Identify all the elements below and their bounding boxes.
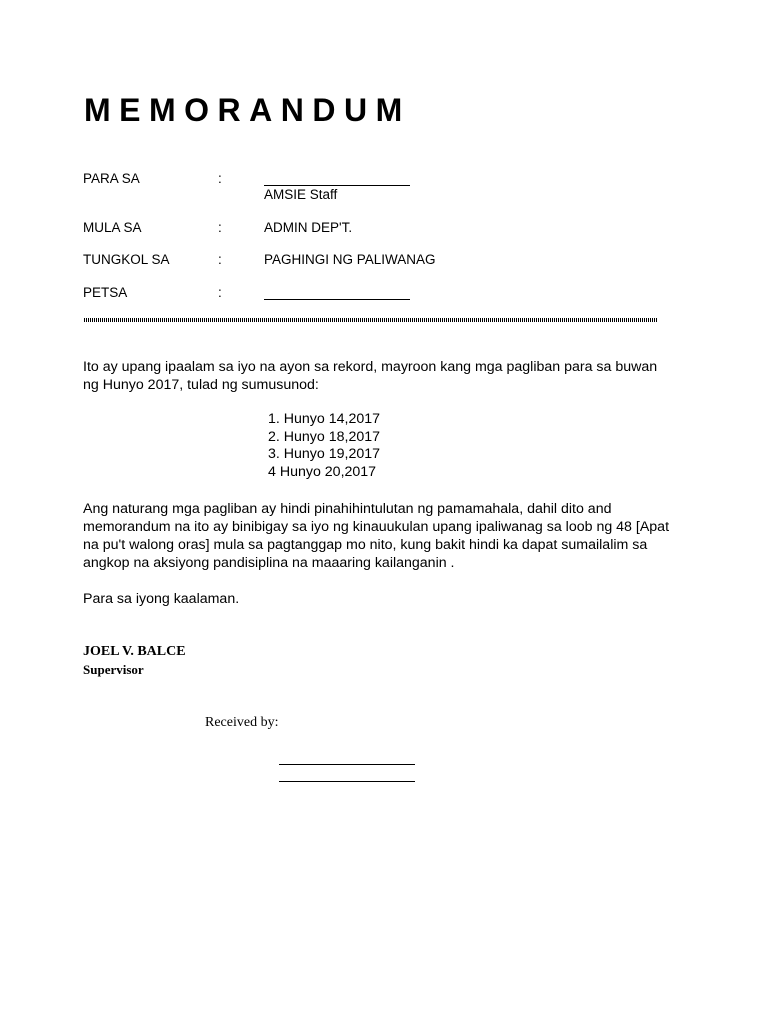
para-sa-blank-line [264,185,410,186]
received-date-line [279,781,415,782]
received-by-label: Received by: [205,715,279,730]
absence-list [268,411,380,481]
mula-sa-value: ADMIN DEP'T. [264,220,353,235]
list-item: 2. Hunyo 18,2017 [268,428,381,445]
body-paragraph: Ang naturang mga pagliban ay hindi pinahihintulutan ng pamamahala, dahil dito and memorandum na ito ay binibigay sa iyo ng kinauukulan upang ipaliwanag sa loob ng 48 [Apat na pu't walong oras] mula sa pagtanggap mo nito, kung bakit hindi ka dapat sumailalim sa angkop na aksiyong pandisiplina na maaaring kailanganin . [83,501,670,571]
para-sa-label: PARA SA [83,171,140,186]
petsa-label: PETSA [83,285,128,300]
memo-title: MEMORANDUM [84,92,411,128]
signatory-name: JOEL V. BALCE [83,644,186,659]
intro-paragraph: Ito ay upang ipaalam sa iyo na ayon sa rekord, mayroon kang mga pagliban para sa buwan ng Hunyo 2017, tulad ng sumusunod: [83,359,658,393]
closing-line: Para sa iyong kaalaman. [83,591,240,607]
para-sa-value: AMSIE Staff [264,187,338,202]
mula-sa-colon: : [218,220,222,235]
list-item: 1. Hunyo 14,2017 [268,411,381,427]
para-sa-colon: : [218,171,222,186]
header-separator [84,318,657,322]
mula-sa-label: MULA SA [83,220,142,235]
petsa-blank-line [264,299,410,300]
petsa-colon: : [218,285,222,300]
list-item: 3. Hunyo 19,2017 [268,446,381,463]
tungkol-sa-label: TUNGKOL SA [83,252,170,267]
tungkol-sa-colon: : [218,252,222,267]
list-item: 4 Hunyo 20,2017 [268,463,377,480]
signatory-title: Supervisor [83,662,144,677]
tungkol-sa-value: PAGHINGI NG PALIWANAG [264,252,436,267]
received-signature-line [279,764,415,765]
